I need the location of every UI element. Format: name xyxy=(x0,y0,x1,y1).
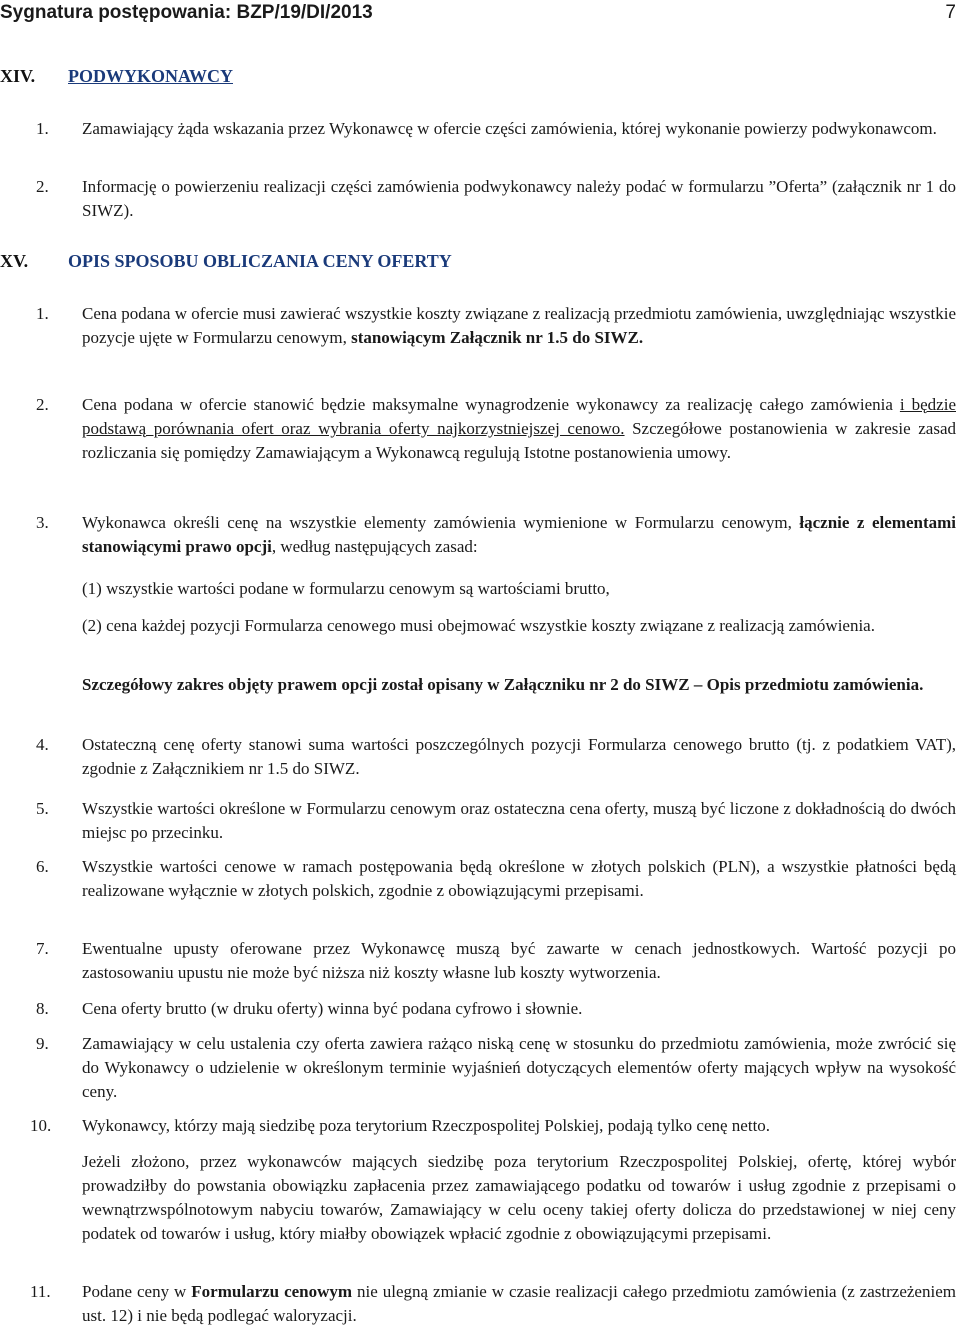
page-number: 7 xyxy=(945,2,956,23)
sub-item: (1) wszystkie wartości podane w formularzu cenowym są wartościami brutto, xyxy=(82,579,610,598)
section-number: XV. xyxy=(0,251,29,271)
list-item xyxy=(36,733,956,781)
item-underlined-text: i będzie podstawą porównania ofert oraz wybrania oferty najkorzystniejszej cenowo. xyxy=(82,395,956,438)
item-number: 3. xyxy=(36,513,49,532)
item-number: 9. xyxy=(36,1034,49,1053)
option-scope-note: Szczegółowy zakres objęty prawem opcji został opisany w Załączniku nr 2 do SIWZ – Opis przedmiotu zamówienia. xyxy=(82,675,924,694)
list-item xyxy=(36,511,956,559)
item-text: Wykonawcy, którzy mają siedzibę poza terytorium Rzeczpospolitej Polskiej, podają tylko cenę netto. xyxy=(82,1116,771,1135)
foreign-contractor-paragraph: Jeżeli złożono, przez wykonawców mających siedzibę poza terytorium Rzeczpospolitej Polskiej, ofertę, której wybór prowadziłby do powstania obowiązku zapłacenia przez zamawiającego podatku od towarów i usług zgodnie z przepisami o wewnątrzwspólnotowym nabyciu towarów, Zamawiający w celu oceny takiej oferty dolicza do przedstawionej w niej ceny podatek od towarów i usług, który miałby obowiązek wpłacić zgodnie z obowiązującymi przepisami. xyxy=(82,1152,956,1243)
item-bold-text: stanowiącym Załącznik nr 1.5 do SIWZ. xyxy=(351,328,644,347)
item-text: Ewentualne upusty oferowane przez Wykonawcę muszą być zawarte w cenach jednostkowych. Wartość pozycji po zastosowaniu upustu nie może być niższa niż koszty własne lub koszty wytworzenia. xyxy=(82,939,956,982)
section-heading-xiv xyxy=(0,64,233,88)
item-number: 11. xyxy=(30,1282,51,1301)
item-number: 5. xyxy=(36,799,49,818)
sub-item: (2) cena każdej pozycji Formularza cenowego musi obejmować wszystkie koszty związane z realizacją zamówienia. xyxy=(82,616,875,635)
list-item xyxy=(36,393,956,465)
item-bold-text: Formularzu cenowym xyxy=(191,1282,353,1301)
section-heading-xv xyxy=(0,249,452,273)
item-number: 2. xyxy=(36,395,49,414)
item-text: Wszystkie wartości cenowe w ramach postępowania będą określone w złotych polskich (PLN), a wszystkie płatności będą realizowane wyłącznie w złotych polskich, zgodnie z obowiązującymi przepisami. xyxy=(82,857,956,900)
item-text: Informację o powierzeniu realizacji części zamówienia podwykonawcy należy podać w formularzu ”Oferta” (załącznik nr 1 do SIWZ). xyxy=(82,177,956,220)
item-number: 1. xyxy=(36,119,49,138)
item-text: Wykonawca określi cenę na wszystkie elementy zamówienia wymienione w Formularzu cenowym, xyxy=(82,513,800,532)
item-text: Podane ceny w xyxy=(82,1282,192,1301)
list-item xyxy=(36,175,956,223)
item-number: 6. xyxy=(36,857,49,876)
item-text: Cena oferty brutto (w druku oferty) winna być podana cyfrowo i słownie. xyxy=(82,999,583,1018)
item-number: 4. xyxy=(36,735,49,754)
item-text: Zamawiający w celu ustalenia czy oferta zawiera rażąco niską cenę w stosunku do przedmiotu zamówienia, może zwrócić się do Wykonawcy o udzielenie w określonym terminie wyjaśnień dotyczących elementów oferty mających wpływ na wysokość ceny. xyxy=(82,1034,956,1101)
item-text-continued: Szczegółowe postanowienia w zakresie zasad rozliczania się pomiędzy Zamawiającym a Wykonawcą regulują Istotne postanowienia umowy. xyxy=(82,419,956,462)
item-text: Ostateczną cenę oferty stanowi suma wartości poszczególnych pozycji Formularza cenowego brutto (tj. z podatkiem VAT), zgodnie z Załącznikiem nr 1.5 do SIWZ. xyxy=(82,735,956,778)
list-item xyxy=(36,855,956,903)
item-text: Wszystkie wartości określone w Formularzu cenowym oraz ostateczna cena oferty, muszą być liczone z dokładnością do dwóch miejsc po przecinku. xyxy=(82,799,956,842)
list-item xyxy=(36,797,956,845)
item-number: 1. xyxy=(36,304,49,323)
list-item xyxy=(36,937,956,985)
procedure-signature: Sygnatura postępowania: BZP/19/DI/2013 xyxy=(0,2,373,23)
section-title: OPIS SPOSOBU OBLICZANIA CENY OFERTY xyxy=(68,251,452,271)
item-text-continued: , według następujących zasad: xyxy=(271,537,478,556)
item-text: Cena podana w ofercie musi zawierać wszystkie koszty związane z realizacją przedmiotu zamówienia, uwzględniając wszystkie pozycje ujęte w Formularzu cenowym, xyxy=(82,304,956,347)
section-title: PODWYKONAWCY xyxy=(68,66,233,86)
item-number: 8. xyxy=(36,999,49,1018)
item-number: 7. xyxy=(36,939,49,958)
item-text: Zamawiający żąda wskazania przez Wykonawcę w ofercie części zamówienia, której wykonanie powierzy podwykonawcom. xyxy=(82,119,937,138)
list-item xyxy=(30,1114,956,1138)
item-bold-text: łącznie z elementami stanowiącymi prawo opcji xyxy=(82,513,957,556)
list-item xyxy=(36,117,956,141)
item-number: 10. xyxy=(30,1116,52,1135)
list-item xyxy=(36,302,956,350)
list-item xyxy=(30,1280,956,1328)
page-header xyxy=(0,0,960,26)
section-number: XIV. xyxy=(0,66,36,86)
list-item xyxy=(36,997,956,1021)
item-text: Cena podana w ofercie stanowić będzie maksymalne wynagrodzenie wykonawcy za realizację całego zamówienia xyxy=(82,395,900,414)
list-item xyxy=(36,1032,956,1104)
item-number: 2. xyxy=(36,177,49,196)
item-text-continued: nie ulegną zmianie w czasie realizacji całego przedmiotu zamówienia (z zastrzeżeniem ust. 12) i nie będą podlegać waloryzacji. xyxy=(82,1282,956,1325)
